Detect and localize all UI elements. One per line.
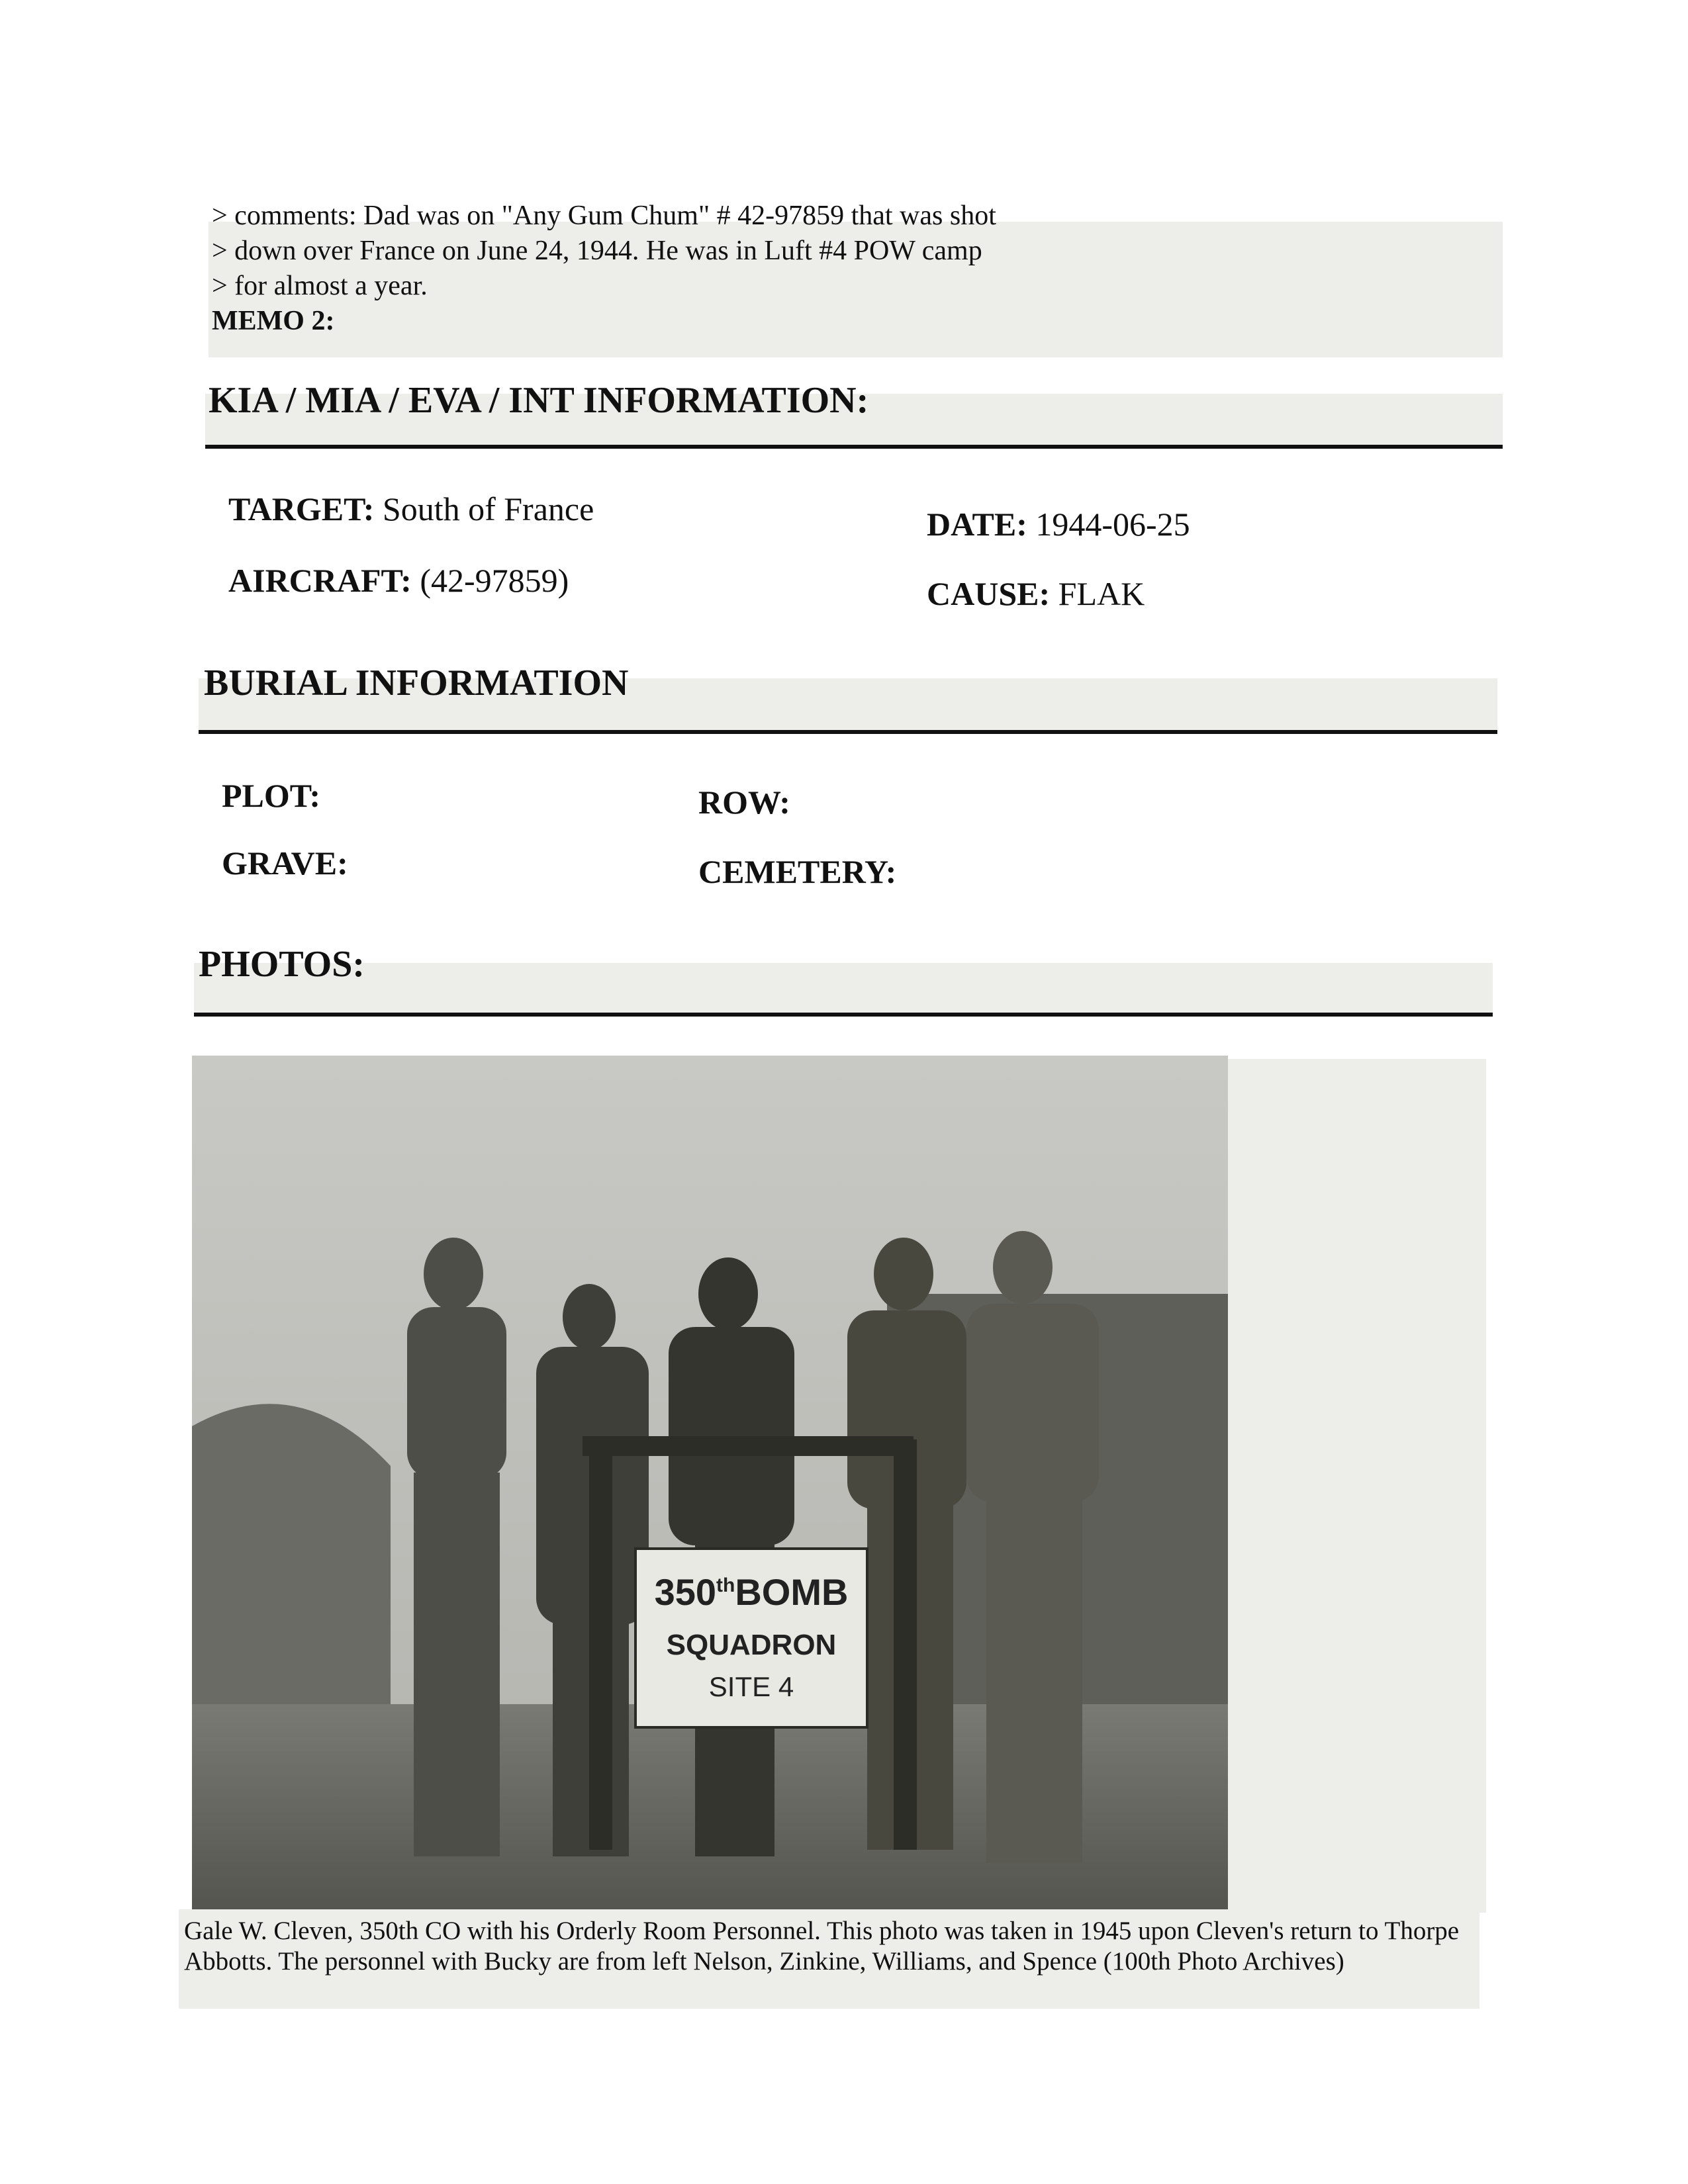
sign-squadron: SQUADRON	[666, 1629, 837, 1661]
cemetery-field	[698, 852, 896, 891]
grave-label: GRAVE:	[222, 844, 348, 882]
sign-number: 350	[654, 1571, 717, 1613]
memo2-label: MEMO 2:	[212, 306, 335, 336]
svg-text:350thBOMB	[655, 1571, 849, 1613]
photos-divider	[194, 1013, 1493, 1017]
photo-caption: Gale W. Cleven, 350th CO with his Orderly Room Personnel. This photo was taken in 1945 upon Cleven's return to Thorpe Abbotts. The personnel with Bucky are from left Nelson, Zinkine, Williams, and Spence (100th Photo Archives)	[184, 1917, 1460, 1976]
date-field	[927, 505, 1190, 543]
aircraft-value: (42-97859)	[420, 562, 569, 599]
memo-line: > comments: Dad was on "Any Gum Chum" # 42-97859 that was shot	[212, 201, 996, 231]
memo-line: > down over France on June 24, 1944. He was in Luft #4 POW camp	[212, 236, 982, 266]
cause-field	[927, 574, 1145, 613]
squadron-photo	[192, 1056, 1228, 1909]
row-label: ROW:	[698, 784, 790, 821]
burial-section-title: BURIAL INFORMATION	[204, 662, 629, 704]
aircraft-label: AIRCRAFT:	[228, 562, 412, 599]
burial-divider	[199, 730, 1497, 734]
photo-image	[192, 1056, 1228, 1909]
sign-superscript: th	[716, 1574, 735, 1596]
cause-label: CAUSE:	[927, 575, 1051, 612]
grave-field	[222, 844, 348, 882]
photos-section-title: PHOTOS:	[199, 944, 365, 985]
photos-header-bar	[194, 963, 1493, 1015]
date-label: DATE:	[927, 506, 1027, 543]
memo-text	[212, 199, 996, 339]
plot-field	[222, 776, 320, 815]
target-label: TARGET:	[228, 490, 375, 527]
sign-site: SITE 4	[708, 1671, 794, 1702]
kia-divider	[205, 445, 1503, 449]
photo-side-panel	[1228, 1059, 1486, 1913]
row-field	[698, 783, 790, 821]
sign-bomb: BOMB	[735, 1571, 849, 1613]
target-value: South of France	[382, 490, 594, 527]
plot-label: PLOT:	[222, 777, 321, 814]
cemetery-label: CEMETERY:	[698, 853, 897, 890]
kia-section-title: KIA / MIA / EVA / INT INFORMATION:	[209, 380, 869, 421]
aircraft-field	[228, 561, 569, 600]
memo-line: > for almost a year.	[212, 271, 428, 301]
target-field	[228, 490, 594, 528]
cause-value: FLAK	[1058, 575, 1145, 612]
date-value: 1944-06-25	[1035, 506, 1190, 543]
